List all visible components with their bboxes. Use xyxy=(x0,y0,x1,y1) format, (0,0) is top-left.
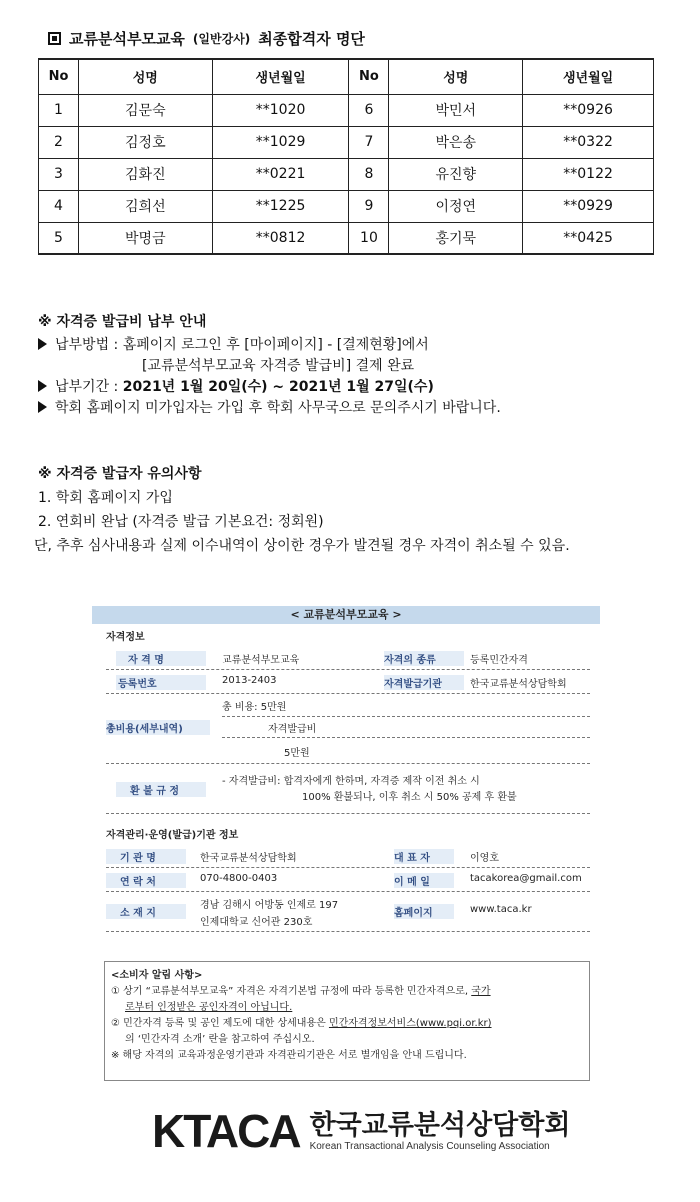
cell: **0122 xyxy=(523,158,654,190)
addr-line2: 인제대학교 신어관 230호 xyxy=(200,917,313,928)
table-header-row xyxy=(39,59,654,94)
cell: 김정호 xyxy=(78,126,212,158)
refund-line1: - 자격발급비: 합격자에게 한하며, 자격증 제작 이전 취소 시 xyxy=(222,776,480,787)
panel-header: < 교류분석부모교육 > xyxy=(92,606,600,624)
caution-item: 2. 연회비 완납 (자격증 발급 기본요건: 정회원) xyxy=(38,514,324,530)
org-name-value: 한국교류분석상담학회 xyxy=(200,853,297,864)
fee-period-label: 납부기간 : xyxy=(55,379,123,395)
fee-section xyxy=(38,312,501,419)
cell: 9 xyxy=(349,190,389,222)
notice-title: <소비자 알림 사항> xyxy=(111,970,203,981)
notice-item1-cont: 로부터 인정받은 공인자격이 아닙니다. xyxy=(125,1002,293,1013)
cost-total: 총 비용: 5만원 xyxy=(222,702,287,713)
cell: 1 xyxy=(39,94,79,126)
triangle-bullet-icon xyxy=(38,401,47,413)
name-value: 교류분석부모교육 xyxy=(222,655,300,666)
addr-label: 소 재 지 xyxy=(106,904,186,919)
col-header-no: No xyxy=(39,59,79,94)
email-label: 이 메 일 xyxy=(394,873,454,888)
cell: 5 xyxy=(39,222,79,254)
col-header-birth: 생년월일 xyxy=(212,59,349,94)
reg-label: 등록번호 xyxy=(116,675,206,690)
contact-value: 070-4800-0403 xyxy=(200,873,278,884)
cell: **0425 xyxy=(523,222,654,254)
type-value: 등록민간자격 xyxy=(470,655,528,666)
notice-item2-link: 민간자격정보서비스(www.pqi.or.kr) xyxy=(328,1018,492,1029)
cell: 김문숙 xyxy=(78,94,212,126)
caution-footnote: 단, 추후 심사내용과 실제 이수내역이 상이한 경우가 발견될 경우 자격이 취소될 수 있음. xyxy=(34,538,570,554)
caution-heading: ※ 자격증 발급자 유의사항 xyxy=(38,466,202,482)
row-cost xyxy=(106,694,590,764)
email-value: tacakorea@gmail.com xyxy=(470,873,582,884)
logo-english-name: Korean Transactional Analysis Counseling Association xyxy=(309,1140,550,1152)
table-row xyxy=(39,126,654,158)
cell: 8 xyxy=(349,158,389,190)
passer-table xyxy=(38,58,654,255)
cost-amount: 5만원 xyxy=(284,748,310,759)
rep-value: 이영호 xyxy=(470,853,499,864)
cost-item: 자격발급비 xyxy=(268,724,317,735)
row-name xyxy=(106,646,590,670)
cell: 박명금 xyxy=(78,222,212,254)
cell: 4 xyxy=(39,190,79,222)
cell: 10 xyxy=(349,222,389,254)
cell: **0221 xyxy=(212,158,349,190)
ktaca-logo xyxy=(152,1105,571,1157)
issuer-label: 자격발급기관 xyxy=(384,675,464,690)
title-main: 교류분석부모교육 xyxy=(69,30,185,48)
cell: 6 xyxy=(349,94,389,126)
triangle-bullet-icon xyxy=(38,380,47,392)
refund-line2: 100% 환불되나, 이후 취소 시 50% 공제 후 환불 xyxy=(302,792,517,803)
logo-korean-name: 한국교류분석상담학회 xyxy=(309,1109,571,1141)
table-row xyxy=(39,222,654,254)
web-value: www.taca.kr xyxy=(470,904,532,915)
cell: **0929 xyxy=(523,190,654,222)
cert-info-panel xyxy=(92,606,600,932)
cell: **1029 xyxy=(212,126,349,158)
table-row xyxy=(39,94,654,126)
cell: **0812 xyxy=(212,222,349,254)
name-label: 자 격 명 xyxy=(116,651,206,666)
contact-label: 연 락 처 xyxy=(106,873,186,888)
reg-value: 2013-2403 xyxy=(222,675,277,686)
cell: **1225 xyxy=(212,190,349,222)
row-org xyxy=(106,844,590,868)
notice-item1-text: ① 상기 “교류분석부모교육” 자격은 자격기본법 규정에 따라 등록한 민간자격으로, xyxy=(111,986,472,997)
checkbox-square-icon xyxy=(48,32,61,45)
refund-label: 환 불 규 정 xyxy=(116,782,206,797)
cost-label: 총비용(세부내역) xyxy=(106,720,210,735)
cell: 박민서 xyxy=(389,94,523,126)
cell: 유진향 xyxy=(389,158,523,190)
title-rest: 최종합격자 명단 xyxy=(258,30,365,48)
cell: **0926 xyxy=(523,94,654,126)
issuer-value: 한국교류분석상담학회 xyxy=(470,679,567,690)
notice-item2-text: ② 민간자격 등록 및 공인 제도에 대한 상세내용은 xyxy=(111,1018,329,1029)
cell: 2 xyxy=(39,126,79,158)
caution-section xyxy=(34,462,570,558)
cell: 김화진 xyxy=(78,158,212,190)
fee-period-value: 2021년 1월 20일(수) ~ 2021년 1월 27일(수) xyxy=(122,379,434,395)
row-contact xyxy=(106,868,590,892)
cell: **1020 xyxy=(212,94,349,126)
cell: 7 xyxy=(349,126,389,158)
cell: 3 xyxy=(39,158,79,190)
cell: 박은송 xyxy=(389,126,523,158)
type-label: 자격의 종류 xyxy=(384,651,464,666)
row-reg xyxy=(106,670,590,694)
table-row xyxy=(39,158,654,190)
fee-note: 학회 홈페이지 미가입자는 가입 후 학회 사무국으로 문의주시기 바랍니다. xyxy=(55,400,501,416)
notice-item2-cont: 의 ‘민간자격 소개’ 란을 참고하여 주십시오. xyxy=(125,1034,315,1045)
fee-method-cont: [교류분석부모교육 자격증 발급비] 결제 완료 xyxy=(142,358,415,374)
triangle-bullet-icon xyxy=(38,338,47,350)
rep-label: 대 표 자 xyxy=(394,849,454,864)
org-title: 자격관리·운영(발급)기관 정보 xyxy=(106,830,239,841)
col-header-no: No xyxy=(349,59,389,94)
org-name-label: 기 관 명 xyxy=(106,849,186,864)
page-title xyxy=(48,28,365,49)
ktaca-mark: KTACA xyxy=(152,1105,300,1157)
addr-line1: 경남 김해시 어방동 인제로 197 xyxy=(200,900,339,911)
fee-method: 납부방법 : 홈페이지 로그인 후 [마이페이지] - [결제현황]에서 xyxy=(55,337,429,353)
title-paren: (일반강사) xyxy=(192,32,251,46)
caution-item: 1. 학회 홈페이지 가입 xyxy=(38,490,173,506)
web-label: 홈페이지 xyxy=(394,904,454,919)
row-refund xyxy=(106,764,590,814)
row-address xyxy=(106,892,590,932)
cell: **0322 xyxy=(523,126,654,158)
col-header-birth: 생년월일 xyxy=(523,59,654,94)
notice-item1-underline: 국가 xyxy=(471,986,491,997)
consumer-notice xyxy=(104,961,590,1081)
cell: 홍기묵 xyxy=(389,222,523,254)
info-title: 자격정보 xyxy=(106,632,145,643)
fee-heading: ※ 자격증 발급비 납부 안내 xyxy=(38,314,207,330)
cell: 김희선 xyxy=(78,190,212,222)
table-row xyxy=(39,190,654,222)
col-header-name: 성명 xyxy=(78,59,212,94)
col-header-name: 성명 xyxy=(389,59,523,94)
cell: 이정연 xyxy=(389,190,523,222)
notice-item3: ※ 해당 자격의 교육과정운영기관과 자격관리기관은 서로 별개임을 안내 드립니다. xyxy=(111,1050,467,1061)
